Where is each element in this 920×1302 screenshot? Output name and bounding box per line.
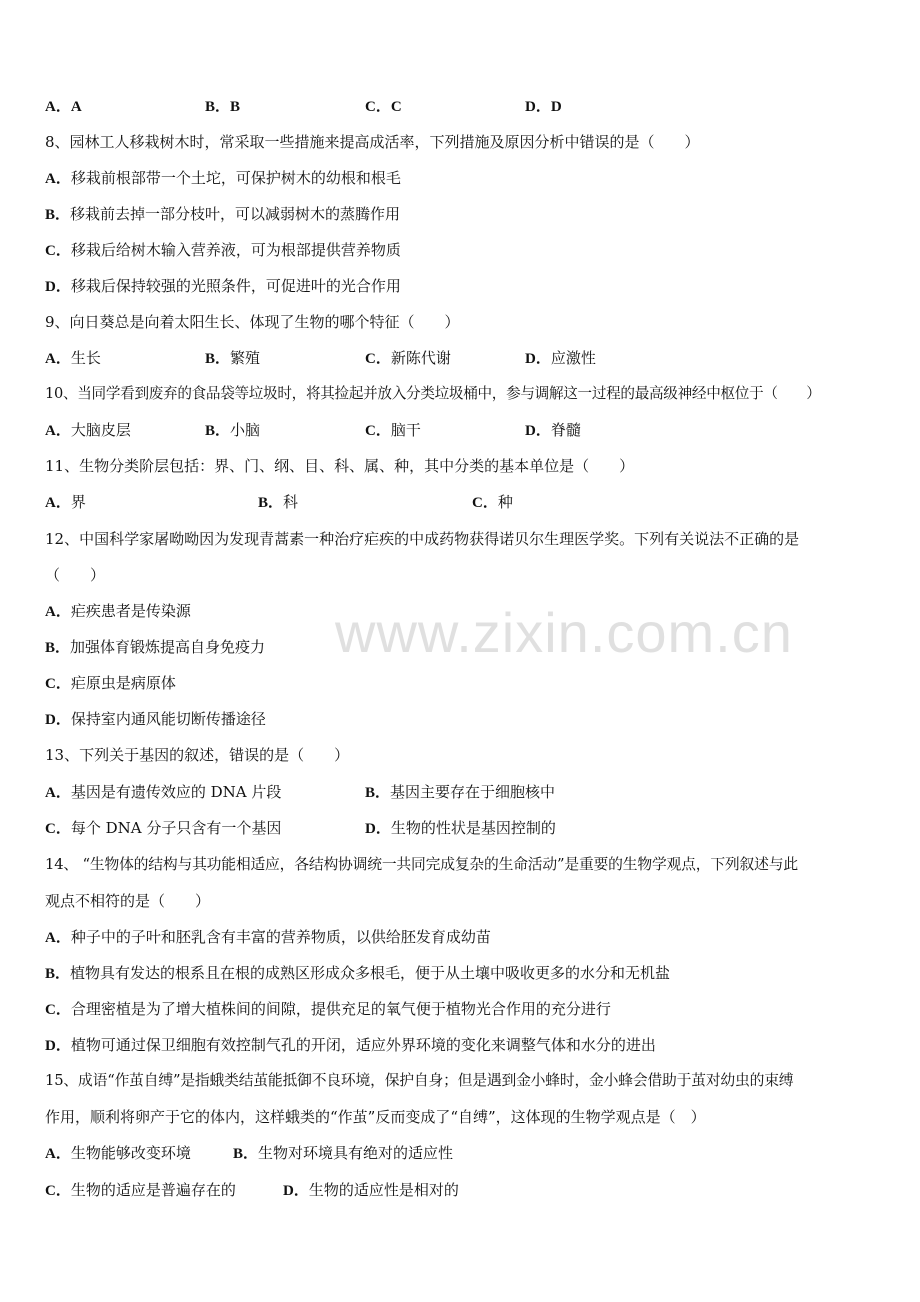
q11-option-c <box>472 492 513 513</box>
option-label: C． <box>45 243 71 259</box>
q7-option-b <box>205 96 240 117</box>
option-label: C． <box>45 1183 71 1199</box>
option-text: 种子中的子叶和胚乳含有丰富的营养物质，以供给胚发育成幼苗 <box>70 928 491 946</box>
option-text: 保持室内通风能切断传播途径 <box>70 710 266 728</box>
q7-option-d <box>525 96 562 117</box>
q8-option-a <box>45 168 401 189</box>
q9-stem: 9、向日葵总是向着太阳生长、体现了生物的哪个特征（ ） <box>45 313 460 331</box>
option-text: D <box>550 99 562 115</box>
option-label: C． <box>365 423 391 439</box>
option-label: C． <box>45 821 71 837</box>
option-text: 生长 <box>70 349 101 367</box>
option-text: 界 <box>70 493 86 511</box>
q9-option-d <box>525 348 596 369</box>
option-label: A． <box>45 171 71 187</box>
option-text: A <box>70 99 82 115</box>
q15-option-d <box>283 1180 459 1201</box>
q13-option-d <box>365 818 556 839</box>
option-label: A． <box>45 351 71 367</box>
option-text: 小脑 <box>230 421 261 439</box>
option-label: B． <box>365 785 391 801</box>
option-label: D． <box>283 1183 309 1199</box>
q15-option-c <box>45 1180 236 1201</box>
q13-option-a <box>45 782 281 803</box>
q14-option-b <box>45 963 670 984</box>
option-label: D． <box>525 423 551 439</box>
q7-option-a <box>45 96 82 117</box>
option-label: D． <box>365 821 391 837</box>
q8-option-b <box>45 204 400 225</box>
option-text: 生物能够改变环境 <box>70 1144 191 1162</box>
option-label: C． <box>365 99 391 115</box>
option-label: D． <box>45 712 71 728</box>
option-text: 大脑皮层 <box>70 421 131 439</box>
option-label: D． <box>525 99 551 115</box>
q12-option-c <box>45 673 176 694</box>
q14-option-d <box>45 1035 656 1056</box>
option-text: 合理密植是为了增大植株间的间隙，提供充足的氧气便于植物光合作用的充分进行 <box>70 1000 611 1018</box>
option-label: A． <box>45 99 71 115</box>
option-label: C． <box>472 495 498 511</box>
option-text: 脑干 <box>390 421 421 439</box>
option-label: C． <box>45 1002 71 1018</box>
q12-option-a <box>45 601 191 622</box>
option-label: A． <box>45 495 71 511</box>
option-text: 生物的适应是普遍存在的 <box>70 1181 236 1199</box>
option-label: C． <box>45 676 71 692</box>
q14-option-a <box>45 927 491 948</box>
option-text: B <box>230 99 241 115</box>
q12-stem: 12、中国科学家屠呦呦因为发现青蒿素一种治疗疟疾的中成药物获得诺贝尔生理医学奖。下列有关说法不正确的是 <box>45 530 800 548</box>
q7-option-c <box>365 96 402 117</box>
option-text: 繁殖 <box>230 349 261 367</box>
q14-stem-continued: 观点不相符的是（ ） <box>45 892 211 910</box>
q11-option-a <box>45 492 86 513</box>
q12-option-b <box>45 637 265 658</box>
option-label: B． <box>45 207 71 223</box>
option-text: 每个 DNA 分子只含有一个基因 <box>70 819 282 837</box>
option-text: 移栽前根部带一个土坨，可保护树木的幼根和根毛 <box>70 169 401 187</box>
option-text: 移栽后保持较强的光照条件，可促进叶的光合作用 <box>70 277 401 295</box>
option-text: 疟疾患者是传染源 <box>70 602 191 620</box>
option-text: 疟原虫是病原体 <box>70 674 176 692</box>
q14-option-c <box>45 999 611 1020</box>
q15-stem-continued: 作用，顺利将卵产于它的体内，这样蛾类的“作茧”反而变成了“自缚”，这体现的生物学观点是（ ） <box>45 1108 706 1126</box>
q13-option-b <box>365 782 555 803</box>
q15-option-b <box>233 1143 453 1164</box>
option-text: 脊髓 <box>550 421 581 439</box>
option-text: 移栽前去掉一部分枝叶，可以减弱树木的蒸腾作用 <box>70 205 401 223</box>
option-label: B． <box>45 966 71 982</box>
q10-option-a <box>45 420 131 441</box>
option-text: 加强体育锻炼提高自身免疫力 <box>70 638 266 656</box>
q10-option-c <box>365 420 421 441</box>
q10-stem: 10、当同学看到废弃的食品袋等垃圾时，将其捡起并放入分类垃圾桶中，参与调解这一过程的最高级神经中枢位于（ ） <box>45 385 821 402</box>
option-text: C <box>390 99 402 115</box>
option-text: 种 <box>497 493 513 511</box>
option-label: B． <box>205 351 231 367</box>
option-text: 植物可通过保卫细胞有效控制气孔的开闭，适应外界环境的变化来调整气体和水分的进出 <box>70 1036 656 1054</box>
q10-option-b <box>205 420 260 441</box>
option-text: 生物对环境具有绝对的适应性 <box>258 1144 454 1162</box>
option-label: B． <box>205 423 231 439</box>
q8-stem: 8、园林工人移栽树木时，常采取一些措施来提高成活率，下列措施及原因分析中错误的是（ ） <box>45 133 700 151</box>
option-label: A． <box>45 930 71 946</box>
q8-option-d <box>45 276 401 297</box>
option-text: 移栽后给树木输入营养液，可为根部提供营养物质 <box>70 241 401 259</box>
option-label: A． <box>45 785 71 801</box>
option-label: B． <box>258 495 284 511</box>
q11-stem: 11、生物分类阶层包括：界、门、纲、目、科、属、种，其中分类的基本单位是（ ） <box>45 457 635 475</box>
option-text: 生物的性状是基因控制的 <box>390 819 556 837</box>
option-text: 基因主要存在于细胞核中 <box>390 783 556 801</box>
option-label: C． <box>365 351 391 367</box>
q8-option-c <box>45 240 401 261</box>
option-label: D． <box>45 1038 71 1054</box>
option-label: A． <box>45 1146 71 1162</box>
option-text: 基因是有遗传效应的 DNA 片段 <box>70 783 282 801</box>
option-text: 新陈代谢 <box>390 349 451 367</box>
option-label: D． <box>45 279 71 295</box>
option-text: 植物具有发达的根系且在根的成熟区形成众多根毛，便于从土壤中吸收更多的水分和无机盐 <box>70 964 671 982</box>
watermark: www.zixin.com.cn <box>335 601 793 664</box>
option-label: A． <box>45 604 71 620</box>
q15-option-a <box>45 1143 191 1164</box>
q15-stem: 15、成语“作茧自缚”是指蛾类结茧能抵御不良环境，保护自身；但是遇到金小蜂时，金小蜂会借助于茧对幼虫的束缚 <box>45 1072 794 1089</box>
option-text: 科 <box>283 493 299 511</box>
q14-stem: 14、 “生物体的结构与其功能相适应，各结构协调统一共同完成复杂的生命活动”是重要的生物学观点，下列叙述与此 <box>45 856 798 873</box>
q9-option-b <box>205 348 260 369</box>
option-label: B． <box>205 99 231 115</box>
q13-option-c <box>45 818 281 839</box>
option-text: 应激性 <box>550 349 596 367</box>
q12-option-d <box>45 709 266 730</box>
q9-option-c <box>365 348 451 369</box>
q13-stem: 13、下列关于基因的叙述，错误的是（ ） <box>45 746 350 764</box>
option-label: D． <box>525 351 551 367</box>
option-label: A． <box>45 423 71 439</box>
q10-option-d <box>525 420 581 441</box>
q9-option-a <box>45 348 101 369</box>
option-text: 生物的适应性是相对的 <box>308 1181 459 1199</box>
q12-stem-continued: （ ） <box>45 566 106 584</box>
option-label: B． <box>233 1146 259 1162</box>
q11-option-b <box>258 492 298 513</box>
option-label: B． <box>45 640 71 656</box>
